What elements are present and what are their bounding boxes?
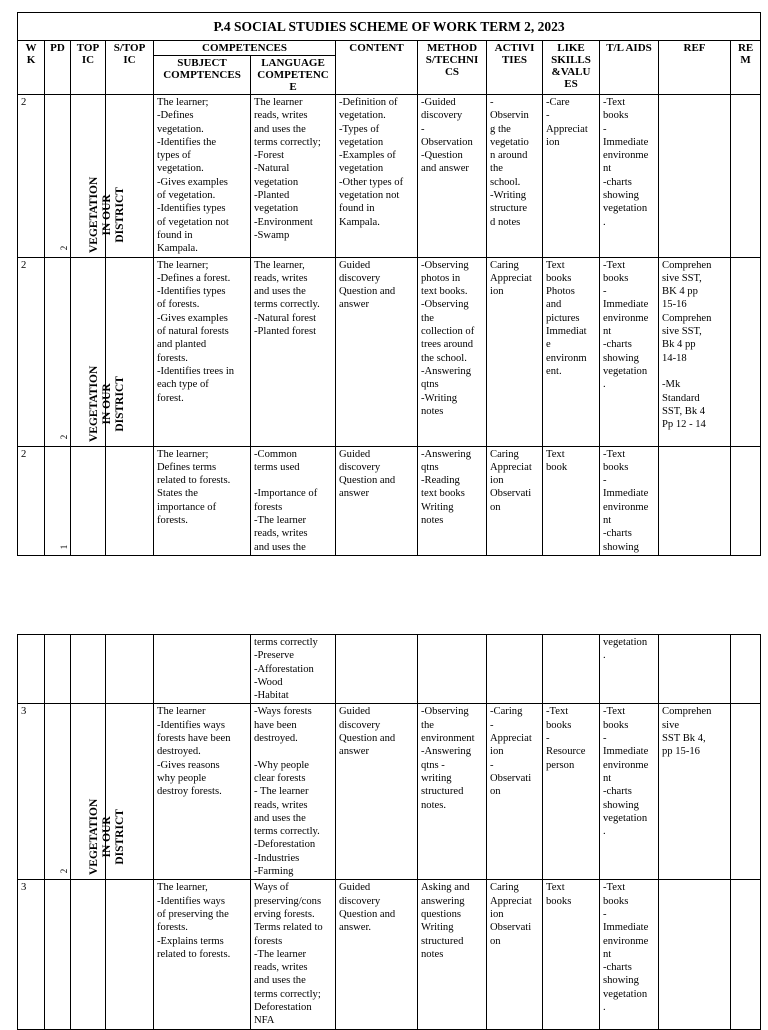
cell-wk xyxy=(18,635,45,704)
cell-pd: 1 xyxy=(45,446,71,555)
cell-life-skills: -Care - Appreciat ion xyxy=(543,95,600,258)
cell-content: Guided discovery Question and answer xyxy=(336,446,418,555)
cell-activities: Caring Appreciat ion xyxy=(487,257,543,446)
table-row xyxy=(18,635,761,704)
cell-ref xyxy=(659,95,731,258)
cell-subtopic xyxy=(106,446,154,555)
cell-topic xyxy=(71,635,106,704)
cell-pd xyxy=(45,635,71,704)
scheme-table-page2 xyxy=(17,634,761,1030)
header-language-competence: LANGUAGE COMPETENC E xyxy=(251,56,336,95)
cell-topic xyxy=(71,880,106,1030)
cell-topic xyxy=(71,446,106,555)
cell-rem xyxy=(731,446,761,555)
cell-tl-aids: vegetation . xyxy=(600,635,659,704)
cell-tl-aids: -Text books - Immediate environme nt -charts showing vegetation . xyxy=(600,95,659,258)
cell-wk: 2 xyxy=(18,257,45,446)
cell-life-skills: Text books xyxy=(543,880,600,1030)
header-methods: METHOD S/TECHNI CS xyxy=(418,41,487,95)
cell-life-skills: Text book xyxy=(543,446,600,555)
cell-subject-competences: The learner, -Identifies ways of preserving the forests. -Explains terms related to forests. xyxy=(154,880,251,1030)
scheme-table-page1 xyxy=(17,12,761,556)
cell-rem xyxy=(731,635,761,704)
cell-topic: VEGETATION IN OUR DISTRICT xyxy=(71,704,106,880)
cell-methods xyxy=(418,635,487,704)
cell-life-skills: Text books Photos and pictures Immediat e environm ent. xyxy=(543,257,600,446)
cell-content: Guided discovery Question and answer xyxy=(336,257,418,446)
cell-wk: 3 xyxy=(18,880,45,1030)
cell-tl-aids: -Text books - Immediate environme nt -charts showing vegetation . xyxy=(600,704,659,880)
document-title: P.4 SOCIAL STUDIES SCHEME OF WORK TERM 2, 2023 xyxy=(18,13,761,41)
cell-subtopic xyxy=(106,635,154,704)
cell-content: -Definition of vegetation. -Types of vegetation -Examples of vegetation -Other types of vegetation not found in Kampala. xyxy=(336,95,418,258)
cell-subject-competences: The learner -Identifies ways forests have been destroyed. -Gives reasons why people destroy forests. xyxy=(154,704,251,880)
table-row xyxy=(18,446,761,555)
cell-methods: -Observing photos in text books. -Observing the collection of trees around the school. -Answering qtns -Writing notes xyxy=(418,257,487,446)
cell-subject-competences: The learner; Defines terms related to forests. States the importance of forests. xyxy=(154,446,251,555)
header-life-skills: LIKE SKILLS &VALU ES xyxy=(543,41,600,95)
cell-language-competence: -Common terms used -Importance of forests -The learner reads, writes and uses the xyxy=(251,446,336,555)
cell-ref: Comprehen sive SST, BK 4 pp 15-16 Comprehen sive SST, Bk 4 pp 14-18 -Mk Standard SST, Bk 4 Pp 12 - 14 xyxy=(659,257,731,446)
cell-topic: VEGETATION IN OUR DISTRICT xyxy=(71,95,106,258)
cell-subject-competences xyxy=(154,635,251,704)
header-content: CONTENT xyxy=(336,41,418,95)
cell-wk: 2 xyxy=(18,446,45,555)
cell-subject-competences: The learner; -Defines vegetation. -Identifies the types of vegetation. -Gives examples of vegetation. -Identifies types of vegetation not found in Kampala. xyxy=(154,95,251,258)
table-row xyxy=(18,704,761,880)
cell-language-competence: The learner reads, writes and uses the terms correctly; -Forest -Natural vegetation -Planted vegetation -Environment -Swamp xyxy=(251,95,336,258)
cell-activities: - Observin g the vegetatio n around the school. -Writing structure d notes xyxy=(487,95,543,258)
cell-wk: 3 xyxy=(18,704,45,880)
cell-content xyxy=(336,635,418,704)
cell-rem xyxy=(731,95,761,258)
cell-language-competence: terms correctly -Preserve -Afforestation -Wood -Habitat xyxy=(251,635,336,704)
cell-methods: Asking and answering questions Writing structured notes xyxy=(418,880,487,1030)
cell-ref: Comprehen sive SST Bk 4, pp 15-16 xyxy=(659,704,731,880)
header-subject-competences: SUBJECT COMPTENCES xyxy=(154,56,251,95)
cell-activities: Caring Appreciat ion Observati on xyxy=(487,446,543,555)
cell-tl-aids: -Text books - Immediate environme nt -charts showing vegetation . xyxy=(600,880,659,1030)
cell-methods: -Observing the environment -Answering qtns - writing structured notes. xyxy=(418,704,487,880)
cell-rem xyxy=(731,704,761,880)
header-ref: REF xyxy=(659,41,731,95)
header-subtopic: S/TOP IC xyxy=(106,41,154,95)
cell-content: Guided discovery Question and answer. xyxy=(336,880,418,1030)
cell-language-competence: Ways of preserving/cons erving forests. Terms related to forests -The learner reads, writes and uses the terms correctly; Deforestation NFA xyxy=(251,880,336,1030)
cell-activities: Caring Appreciat ion Observati on xyxy=(487,880,543,1030)
cell-ref xyxy=(659,446,731,555)
cell-tl-aids: -Text books - Immediate environme nt -charts showing vegetation . xyxy=(600,257,659,446)
header-pd: PD xyxy=(45,41,71,95)
header-topic: TOP IC xyxy=(71,41,106,95)
cell-pd: 2 xyxy=(45,704,71,880)
table-row xyxy=(18,95,761,258)
header-activities: ACTIVI TIES xyxy=(487,41,543,95)
table-row xyxy=(18,257,761,446)
cell-methods: -Guided discovery - Observation -Question and answer xyxy=(418,95,487,258)
cell-pd: 2 xyxy=(45,95,71,258)
cell-language-competence: -Ways forests have been destroyed. -Why people clear forests - The learner reads, writes and uses the terms correctly. -Deforestation -Industries -Farming xyxy=(251,704,336,880)
cell-subtopic xyxy=(106,880,154,1030)
cell-ref xyxy=(659,635,731,704)
cell-pd: 2 xyxy=(45,257,71,446)
cell-content: Guided discovery Question and answer xyxy=(336,704,418,880)
cell-ref xyxy=(659,880,731,1030)
cell-rem xyxy=(731,880,761,1030)
cell-activities: -Caring - Appreciat ion - Observati on xyxy=(487,704,543,880)
cell-activities xyxy=(487,635,543,704)
cell-wk: 2 xyxy=(18,95,45,258)
cell-rem xyxy=(731,257,761,446)
cell-life-skills: -Text books - Resource person xyxy=(543,704,600,880)
cell-language-competence: The learner, reads, writes and uses the terms correctly. -Natural forest -Planted forest xyxy=(251,257,336,446)
cell-subject-competences: The learner; -Defines a forest. -Identifies types of forests. -Gives examples of natural forests and planted forests. -Identifies trees in each type of forest. xyxy=(154,257,251,446)
header-tl-aids: T/L AIDS xyxy=(600,41,659,95)
header-rem: RE M xyxy=(731,41,761,95)
cell-pd xyxy=(45,880,71,1030)
cell-topic: VEGETATION IN OUR DISTRICT xyxy=(71,257,106,446)
header-wk: W K xyxy=(18,41,45,95)
cell-methods: -Answering qtns -Reading text books Writing notes xyxy=(418,446,487,555)
header-competences: COMPETENCES xyxy=(154,41,336,56)
cell-tl-aids: -Text books - Immediate environme nt -charts showing xyxy=(600,446,659,555)
table-row xyxy=(18,880,761,1030)
cell-life-skills xyxy=(543,635,600,704)
